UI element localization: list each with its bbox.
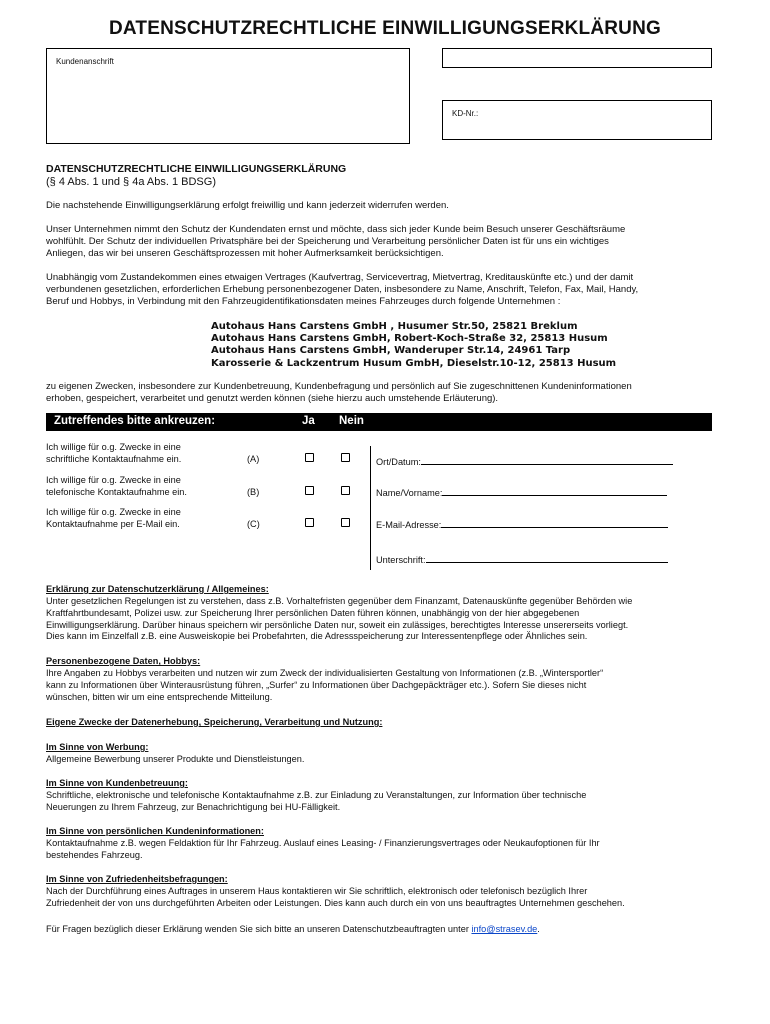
contact-paragraph: Für Fragen bezüglich dieser Erklärung wenden Sie sich bitte an unseren Datenschutzbeauftragten unter info@strasev.de. [46,924,540,934]
consent-header-bar [46,413,712,431]
name-field[interactable] [376,487,667,498]
email-label: E-Mail-Adresse: [376,520,442,530]
yes-column-label: Ja [302,415,315,427]
info-heading: Im Sinne von persönlichen Kundeninformationen: [46,826,264,836]
section-heading: DATENSCHUTZRECHTLICHE EINWILLIGUNGSERKLÄRUNG [46,163,347,175]
personal-heading: Personenbezogene Daten, Hobbys: [46,656,201,666]
consent-row-code: (C) [247,519,260,529]
info-text: Kontaktaufnahme z.B. wegen Feldaktion für Ihr Fahrzeug. Auslauf eines Leasing- / Finanzierungsvertrages oder Neukaufoptionen für Ihr bestehendes Fahrzeug. [46,838,600,860]
company-item: Karosserie & Lackzentrum Husum GmbH, Dieselstr.10-12, 25813 Husum [211,357,617,369]
company-item: Autohaus Hans Carstens GmbH, Robert-Koch-Straße 32, 25813 Husum [211,333,608,345]
customer-name-field[interactable] [442,48,712,68]
consent-row-text: Ich willige für o.g. Zwecke in eine Kontaktaufnahme per E-Mail ein. [46,507,181,529]
company-list [211,321,616,370]
intro-paragraph-3: Unabhängig vom Zustandekommen eines etwaigen Vertrages (Kaufvertrag, Servicevertrag, Mietvertrag, Kreditauskünfte etc.) und der damit verbundenen gesetzlichen, erforderlichen Erhebung personenbezogener Daten, insbesondere zu Name, Anschrift, Telefon, Fax, Mail, Handy, Beruf und Hobbys, in Verbindung mit den Fahrzeugidentifikationsdaten meines Fahrzeuges durch folgende Unternehmen : [46,272,639,307]
consent-a-no-checkbox[interactable] [341,453,350,462]
consent-b-yes-checkbox[interactable] [305,486,314,495]
ort-datum-field[interactable] [376,456,673,467]
consent-instruction: Zutreffendes bitte ankreuzen: [54,415,216,427]
section-subheading: (§ 4 Abs. 1 und § 4a Abs. 1 BDSG) [46,176,216,188]
signature-label: Unterschrift: [376,555,426,565]
consent-row-code: (A) [247,454,260,464]
personal-text: Ihre Angaben zu Hobbys verarbeiten und nutzen wir zum Zweck der individualisierten Gestaltung von Informationen (z.B. „Wintersportler“ kann zu Informationen über Winterausrüstung führen, „Surfer“ zu Informationen über Dachgepäckträger etc.). Sofern Sie dieses nicht wünschen, bitten wir um eine entsprechende Mitteilung. [46,668,604,702]
general-text: Unter gesetzlichen Regelungen ist zu verstehen, dass z.B. Vorhaltefristen gegenüber dem Finanzamt, Datenauskünfte gegenüber Behörden wie Kraftfahrtbundesamt, Polizei usw. zur Speicherung Ihrer persönlichen Daten führen können, unabhängig von der hier abgegebenen Einwilligungserklärung. Darüber hinaus speichern wir persönliche Daten nur, soweit ein zulässiges, berechtigtes Interesse unsererseits vorliegt. Dies kann im Einzelfall z.B. eine Ausweiskopie bei Probefahrten, die Adressspeicherung zur Interessentenpflege oder Ähnliches sein. [46,596,633,642]
address-label: Kundenanschrift [56,57,114,66]
company-item: Autohaus Hans Carstens GmbH, Wanderuper Str.14, 24961 Tarp [211,345,571,357]
ads-heading: Im Sinne von Werbung: [46,742,149,752]
contact-email-link[interactable]: info@strasev.de [471,924,538,934]
page-title: DATENSCHUTZRECHTLICHE EINWILLIGUNGSERKLÄRUNG [108,18,662,39]
ort-datum-label: Ort/Datum: [376,457,421,467]
general-heading: Erklärung zur Datenschutzerklärung / Allgemeines: [46,584,269,594]
intro-paragraph-1: Die nachstehende Einwilligungserklärung erfolgt freiwillig und kann jederzeit widerrufen werden. [46,200,449,211]
consent-row-text: Ich willige für o.g. Zwecke in eine schriftliche Kontaktaufnahme ein. [46,442,182,464]
email-field[interactable] [376,519,668,530]
consent-c-yes-checkbox[interactable] [305,518,314,527]
company-item: Autohaus Hans Carstens GmbH , Husumer Str.50, 25821 Breklum [211,321,578,332]
purpose-paragraph: zu eigenen Zwecken, insbesondere zur Kundenbetreuung, Kundenbefragung und persönlich auf Sie zugeschnittenen Kundeninformationen erhoben, gespeichert, verarbeitet und genutzt werden können (siehe hierzu auch umstehende Erläuterung). [46,381,632,404]
form-divider [370,446,371,570]
consent-b-no-checkbox[interactable] [341,486,350,495]
signature-field[interactable] [376,554,668,565]
customer-number-box[interactable] [442,100,712,140]
own-purposes-heading: Eigene Zwecke der Datenerhebung, Speicherung, Verarbeitung und Nutzung: [46,717,383,727]
care-text: Schriftliche, elektronische und telefonische Kontaktaufnahme z.B. zur Einladung zu Veranstaltungen, zur Information über technische Neuerungen zu Ihrem Fahrzeug, zur Benachrichtigung bei HU-Fälligkeit. [46,790,587,812]
name-label: Name/Vorname: [376,488,443,498]
survey-text: Nach der Durchführung eines Auftrages in unserem Haus kontaktieren wir Sie schriftlich, elektronisch oder telefonisch bezüglich Ihrer Zufriedenheit der von uns durchgeführten Arbeiten oder Leistungen. Dies kann auch durch ein von uns beauftragtes Unternehmen geschehen. [46,886,625,908]
ads-text: Allgemeine Bewerbung unserer Produkte und Dienstleistungen. [46,754,305,764]
address-box[interactable] [46,48,410,144]
consent-c-no-checkbox[interactable] [341,518,350,527]
consent-row-code: (B) [247,487,260,497]
consent-row-text: Ich willige für o.g. Zwecke in eine telefonische Kontaktaufnahme ein. [46,475,187,497]
no-column-label: Nein [339,415,364,427]
consent-a-yes-checkbox[interactable] [305,453,314,462]
survey-heading: Im Sinne von Zufriedenheitsbefragungen: [46,874,228,884]
intro-paragraph-2: Unser Unternehmen nimmt den Schutz der Kundendaten ernst und möchte, dass sich jeder Kunde beim Besuch unserer Geschäftsräume wohlfühlt. Der Schutz der individuellen Privatsphäre bei der Speicherung und Verarbeitung persönlicher Daten ist für uns ein wichtiges Anliegen, das wir bei unseren Geschäftsprozessen mit hoher Aufmerksamkeit berücksichtigen. [46,224,626,259]
care-heading: Im Sinne von Kundenbetreuung: [46,778,188,788]
customer-number-label: KD-Nr.: [452,109,479,118]
